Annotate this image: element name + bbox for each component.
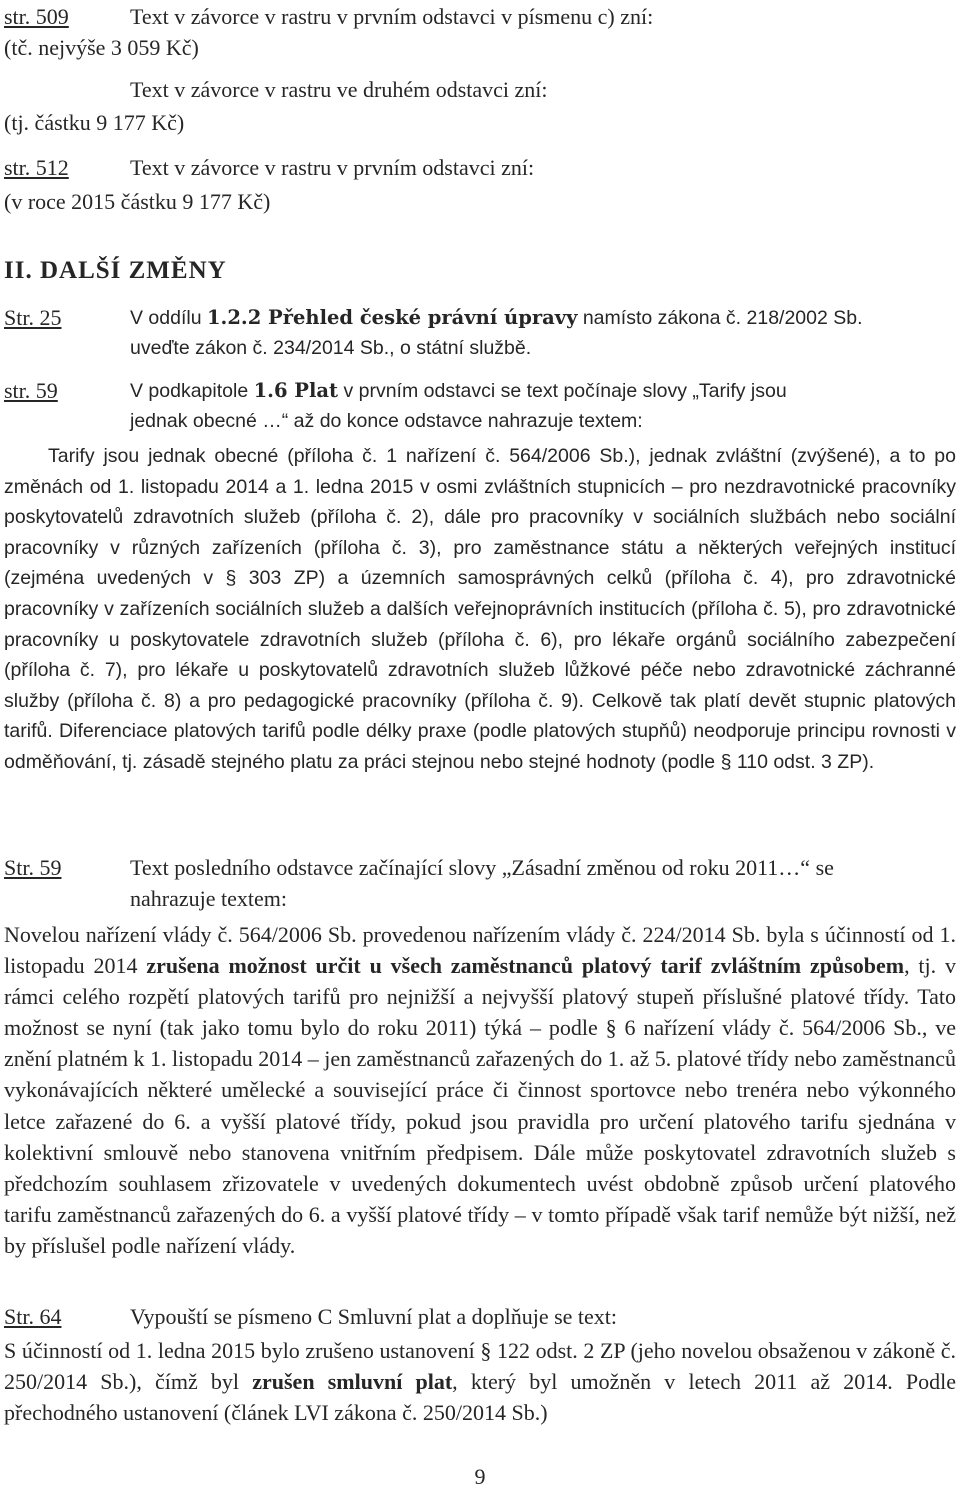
page-ref-59a: str. 59 xyxy=(4,378,58,403)
paragraph-64-bold: zrušen smluvní plat xyxy=(252,1369,453,1395)
intro-25-bold: 1.2.2 Přehled české právní úpravy xyxy=(206,306,578,329)
replacement-text-509b: (tj. částku 9 177 Kč) xyxy=(4,110,185,135)
amendment-intro-59b: Text posledního odstavce začínající slovy „Zásadní změnou od roku 2011…“ se xyxy=(130,855,834,880)
intro-59a-bold: 1.6 Plat xyxy=(253,379,339,402)
amendment-intro-25 xyxy=(130,303,956,333)
amendment-intro-59a xyxy=(130,376,956,406)
amendment-intro-25-line2: uveďte zákon č. 234/2014 Sb., o státní službě. xyxy=(130,337,532,359)
intro-25-pre: V oddílu xyxy=(130,307,207,329)
paragraph-64-post: , který byl umožněn v letech 2011 až 2014. Podle přechodného ustanovení (článek LVI zákona č. 250/2014 Sb.) xyxy=(4,1369,957,1426)
paragraph-64-pre: S účinností od 1. ledna 2015 bylo zrušeno ustanovení § 122 odst. 2 ZP (jeho novelou obsaženou v zákoně č. 250/2014 Sb.), čímž byl xyxy=(4,1338,956,1395)
intro-59a-pre: V podkapitole xyxy=(130,380,254,402)
page-ref-509: str. 509 xyxy=(4,4,69,29)
paragraph-59b-pre: Novelou nařízení vlády č. 564/2006 Sb. provedenou nařízením vlády č. 224/2014 Sb. byla s účinností od 1. listopadu 2014 xyxy=(4,922,956,979)
page-ref-512: str. 512 xyxy=(4,155,69,180)
amendment-intro-512: Text v závorce v rastru v prvním odstavci zní: xyxy=(130,155,535,180)
amendment-intro-64: Vypouští se písmeno C Smluvní plat a doplňuje se text: xyxy=(130,1304,618,1329)
replacement-text-509a: (tč. nejvýše 3 059 Kč) xyxy=(4,35,199,60)
page-number: 9 xyxy=(474,1464,486,1489)
replacement-paragraph-59b xyxy=(4,919,956,1261)
page-ref-59b: Str. 59 xyxy=(4,855,62,880)
intro-59a-post: v prvním odstavci se text počínaje slovy „Tarify jsou xyxy=(338,380,787,402)
page-ref-25: Str. 25 xyxy=(4,305,62,330)
amendment-intro-509: Text v závorce v rastru v prvním odstavci v písmenu c) zní: xyxy=(130,4,654,29)
paragraph-59b-post: , tj. v rámci celého rozpětí platových tarifů pro nejnižší a nejvyšší platový stupeň příslušné platové třídy. Tato možnost se nyní (tak jako tomu bylo do roku 2011) týká – podle § 6 nařízení vlády č. 564/2006 Sb., ve znění platném k 1. listopadu 2014 – jen zaměstnanců zařazených do 1. až 5. platové třídy nebo zaměstnanců vykonávajících některé umělecké a související práce či činnost sportovce nebo trenéra nebo výkonného letce zařazené do 6. a vyšší platové třídy, pokud jsou pravidla pro určení platového tarifu sjednána v kolektivní smlouvě nebo stanovena vnitřním předpisem. Dále může poskytovatel zdravotních služeb s předchozím souhlasem zřizovatele v uvedených dokumentech uvést obdobně způsob určení platového tarifu zaměstnanců zařazených do 6. a vyšší platové třídy – v tomto případě však tarif nemůže být nižší, než by příslušel podle nařízení vlády. xyxy=(4,953,956,1258)
amendment-intro-59b-line2: nahrazuje textem: xyxy=(130,886,287,911)
amendment-intro-59a-line2: jednak obecné …“ až do konce odstavce nahrazuje textem: xyxy=(130,410,643,432)
section-heading: II. DALŠÍ ZMĚNY xyxy=(4,257,227,284)
paragraph-59b-bold: zrušena možnost určit u všech zaměstnanců platový tarif zvláštním způsobem xyxy=(146,953,905,979)
replacement-paragraph-59a: Tarify jsou jednak obecné (příloha č. 1 nařízení č. 564/2006 Sb.), jednak zvláštní (zvýšené), a to po změnách od 1. listopadu 2014 a 1. ledna 2015 v osmi zvláštních stupnicích – pro nezdravotnické pracovníky poskytovatelů zdravotních služeb (příloha č. 2), dále pro pracovníky v sociálních službách nebo sociální pracovníky v různých zařízeních (příloha č. 3), pro zaměstnance státu a některých veřejných institucí (zejména uvedených v § 303 ZP) a územních samosprávných celků (příloha č. 4), pro zdravotnické pracovníky v zařízeních sociálních služeb a dalších veřejnoprávních institucích (příloha č. 5), pro zdravotnické pracovníky u poskytovatele zdravotních služeb (příloha č. 6), pro lékaře orgánů sociálního zabezpečení (příloha č. 7), pro lékaře u poskytovatelů zdravotních služeb lůžkové péče nebo zdravotnické záchranné služby (příloha č. 8) a pro pedagogické pracovníky (příloha č. 9). Celkově tak platí devět stupnic platových tarifů. Diferenciace platových tarifů podle délky praxe (podle platových stupňů) neodporuje principu rovnosti v odměňování, tj. zásadě stejného platu za práci stejnou nebo stejné hodnoty (podle § 110 odst. 3 ZP). xyxy=(4,445,956,773)
replacement-text-512: (v roce 2015 částku 9 177 Kč) xyxy=(4,189,271,214)
intro-25-post: namísto zákona č. 218/2002 Sb. xyxy=(577,307,863,329)
page-ref-64: Str. 64 xyxy=(4,1304,62,1329)
replacement-paragraph-64 xyxy=(4,1335,956,1428)
amendment-intro-509b: Text v závorce v rastru ve druhém odstavci zní: xyxy=(130,77,548,102)
